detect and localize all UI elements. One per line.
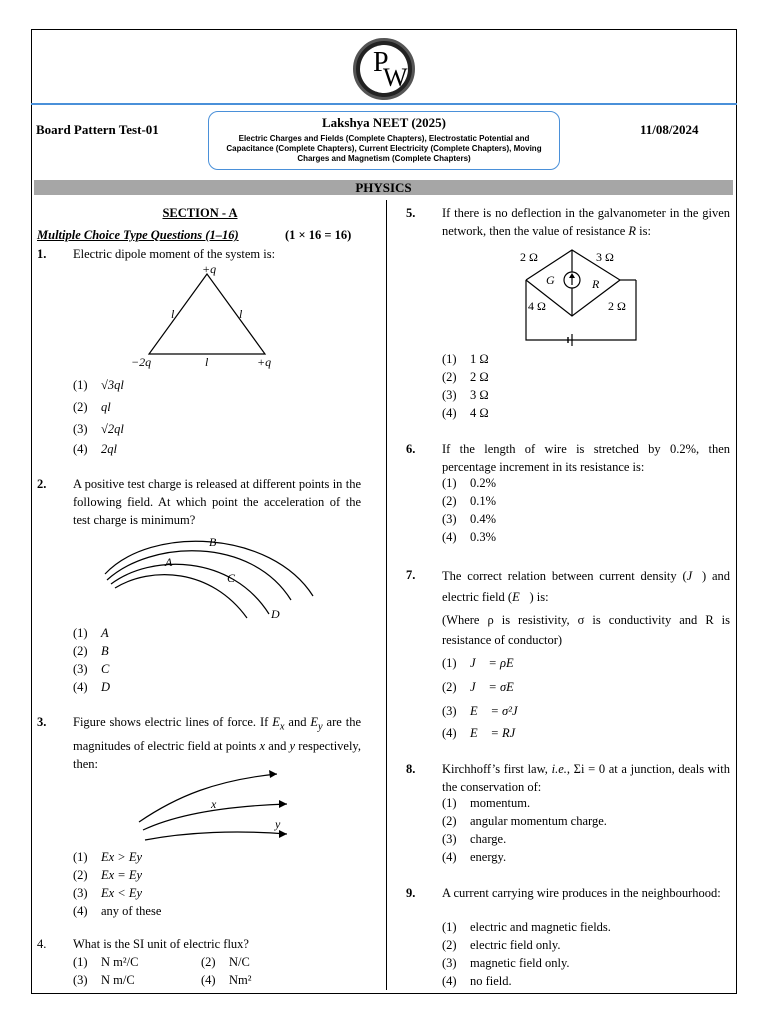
option-text: angular momentum charge. [470, 814, 607, 828]
option-number: (2) [73, 868, 88, 882]
option-text: √3ql [101, 378, 124, 392]
option-2-2[interactable] [73, 642, 109, 660]
option-text: 0.4% [470, 512, 497, 526]
option-8-1[interactable] [442, 794, 530, 812]
option-7-1[interactable] [442, 654, 523, 672]
option-text: electric field only. [470, 938, 561, 952]
option-number: (2) [442, 370, 457, 384]
option-2-4[interactable] [73, 678, 110, 696]
option-number: (4) [442, 726, 457, 740]
option-1-2[interactable] [73, 398, 111, 416]
point-label-b: B [209, 535, 217, 549]
option-text: momentum. [470, 796, 531, 810]
option-text: charge. [470, 832, 507, 846]
resistor-label-3: 4 Ω [528, 299, 546, 313]
option-9-2[interactable] [442, 936, 560, 954]
triangle-shape [149, 274, 265, 354]
header-rule [31, 103, 737, 105]
option-number: (3) [73, 973, 88, 987]
option-number: (2) [73, 644, 88, 658]
left-column [37, 204, 363, 994]
question-number: 1. [37, 247, 47, 261]
question-number: 2. [37, 477, 47, 491]
question-text: A current carrying wire produces in the neighbourhood: [442, 886, 721, 900]
point-label-c: C [227, 571, 236, 585]
option-number: (1) [73, 850, 88, 864]
option-number: (1) [73, 378, 88, 392]
question-number: 3. [37, 715, 47, 729]
option-3-2[interactable] [73, 866, 142, 884]
option-number: (4) [442, 530, 457, 544]
triangle-figure [127, 262, 297, 372]
label-base: l [205, 355, 209, 369]
option-text: D [101, 680, 111, 694]
option-number: (4) [73, 680, 88, 694]
option-9-3[interactable] [442, 954, 570, 972]
option-5-2[interactable] [442, 368, 489, 386]
option-number: (3) [73, 422, 88, 436]
option-3-1[interactable] [73, 848, 142, 866]
option-number: (3) [73, 886, 88, 900]
option-number: (2) [442, 494, 457, 508]
force-line [139, 774, 277, 822]
option-number: (2) [73, 400, 88, 414]
option-3-4[interactable] [73, 902, 161, 920]
field-line [111, 564, 269, 614]
option-7-4[interactable] [442, 724, 525, 742]
galvanometer-network-figure [516, 248, 646, 344]
option-text: 2 Ω [470, 370, 489, 384]
column-divider [386, 200, 387, 990]
subject-bar: PHYSICS [34, 180, 733, 195]
option-8-3[interactable] [442, 830, 506, 848]
option-text: energy. [470, 850, 507, 864]
option-text: C [101, 662, 110, 676]
label-side-left: l [171, 307, 175, 321]
logo-inner [360, 45, 408, 93]
option-number: (1) [442, 476, 457, 490]
option-5-3[interactable] [442, 386, 489, 404]
option-text: magnetic field only. [470, 956, 570, 970]
option-5-4[interactable] [442, 404, 489, 422]
section-title: SECTION - A [162, 206, 238, 220]
label-left: −2q [131, 355, 152, 369]
option-number: (4) [442, 850, 457, 864]
galvanometer-label: G [546, 273, 555, 287]
chapter-list: Electric Charges and Fields (Complete Chapters), Electrostatic Potential and Capacitance (Complete Chapters), Current Electricity (Complete Chapters), Moving Charges and Magnetism (Complete Chapters) [226, 134, 542, 163]
option-2-3[interactable] [73, 660, 109, 678]
option-number: (4) [73, 442, 88, 456]
option-number: (2) [201, 955, 216, 969]
option-1-3[interactable] [73, 420, 124, 438]
option-text: any of these [101, 904, 162, 918]
option-5-1[interactable] [442, 350, 489, 368]
option-number: (3) [442, 388, 457, 402]
point-label-y: y [275, 817, 281, 831]
option-number: (2) [442, 814, 457, 828]
option-4-2[interactable] [201, 953, 250, 971]
label-side-right: l [239, 307, 243, 321]
question-text: What is the SI unit of electric flux? [73, 937, 249, 951]
option-text: B [101, 644, 109, 658]
title-box [208, 111, 560, 170]
test-name: Board Pattern Test-01 [36, 122, 159, 137]
question-text: If there is no deflection in the galvanometer in the given network, then the value of resistance R is: [442, 206, 730, 238]
option-text: 3 Ω [470, 388, 489, 402]
lines-of-force-figure [137, 766, 297, 844]
option-text: Nm² [229, 973, 252, 987]
option-number: (3) [442, 956, 457, 970]
option-text: E⃗ = RJ⃗ [470, 726, 525, 740]
option-number: (1) [73, 626, 88, 640]
exam-title: Lakshya NEET (2025) [321, 115, 446, 130]
section-marks: (1 × 16 = 16) [285, 228, 352, 242]
option-text: ql [101, 400, 111, 414]
option-1-1[interactable] [73, 376, 124, 394]
question-7-note: (Where ρ is resistivity, σ is conductivity and R is resistance of conductor) [442, 613, 730, 647]
option-number: (1) [73, 955, 88, 969]
question-text: A positive test charge is released at different points in the following field. At which point the acceleration of the test charge is minimum? [73, 477, 361, 527]
pw-logo [353, 38, 415, 100]
option-6-4[interactable] [442, 528, 496, 546]
question-number: 9. [406, 886, 416, 900]
label-right: +q [257, 355, 272, 369]
option-number: (4) [73, 904, 88, 918]
question-text: Figure shows electric lines of force. If $E_x$ and $E_y$ are the magnitudes of electric field at points x and y respectively, then: [73, 715, 362, 771]
option-text: A [101, 626, 109, 640]
option-number: (3) [442, 704, 457, 718]
option-text: E⃗ = σ²J⃗ [470, 704, 528, 718]
option-number: (1) [442, 920, 457, 934]
option-number: (3) [73, 662, 88, 676]
option-text: √2ql [101, 422, 124, 436]
point-label-a: A [165, 555, 173, 569]
arrow-head [279, 830, 287, 838]
option-3-3[interactable] [73, 884, 142, 902]
logo-letter-p: P [373, 47, 389, 78]
option-number: (3) [442, 832, 457, 846]
arrow-head [269, 770, 277, 778]
test-date: 11/08/2024 [640, 122, 699, 137]
option-number: (4) [442, 406, 457, 420]
option-number: (1) [442, 656, 457, 670]
option-text: Ex < Ey [101, 886, 143, 900]
option-text: 0.3% [470, 530, 497, 544]
label-top: +q [202, 262, 217, 276]
option-4-3[interactable] [73, 971, 135, 989]
option-number: (1) [442, 796, 457, 810]
question-text: The correct relation between current density (J⃗) and electric field (E⃗) is: [442, 569, 730, 604]
question-number: 6. [406, 442, 416, 456]
option-text: 0.1% [470, 494, 497, 508]
question-text: If the length of wire is stretched by 0.2%, then percentage increment in its resistance is: [442, 442, 730, 474]
option-6-2[interactable] [442, 492, 496, 510]
option-8-2[interactable] [442, 812, 607, 830]
option-text: N/C [229, 955, 250, 969]
option-number: (4) [442, 974, 457, 988]
option-9-4[interactable] [442, 972, 512, 990]
option-6-3[interactable] [442, 510, 496, 528]
resistor-label-4: 2 Ω [608, 299, 626, 313]
option-6-1[interactable] [442, 474, 496, 492]
option-text: 0.2% [470, 476, 497, 490]
option-text: 1 Ω [470, 352, 489, 366]
question-number: 4. [37, 937, 47, 951]
resistor-label-1: 2 Ω [520, 250, 538, 264]
resistor-label-2: 3 Ω [596, 250, 614, 264]
question-number: 8. [406, 762, 416, 776]
option-number: (2) [442, 680, 457, 694]
option-1-4[interactable] [73, 440, 117, 458]
point-label-d: D [271, 607, 280, 621]
option-text: no field. [470, 974, 512, 988]
force-line [145, 832, 287, 840]
option-text: electric and magnetic fields. [470, 920, 611, 934]
question-number: 5. [406, 206, 416, 220]
option-text: Ex > Ey [101, 850, 143, 864]
question-text: Kirchhoff’s first law, i.e., Σi = 0 at a junction, deals with the conservation of: [442, 762, 730, 794]
option-text: J⃗ = ρE⃗ [470, 656, 524, 670]
field-lines-figure [101, 530, 301, 622]
option-text: N m²/C [101, 955, 139, 969]
option-7-2[interactable] [442, 678, 523, 696]
option-2-1[interactable] [73, 624, 109, 642]
option-text: N m/C [101, 973, 135, 987]
option-number: (3) [442, 512, 457, 526]
question-text: Electric dipole moment of the system is: [73, 247, 276, 261]
section-subtitle: Multiple Choice Type Questions (1–16) [37, 228, 239, 242]
option-text: 2ql [101, 442, 117, 456]
option-text: Ex = Ey [101, 868, 143, 882]
field-line [107, 551, 291, 600]
option-number: (4) [201, 973, 216, 987]
resistance-r-label: R [592, 277, 600, 291]
option-4-4[interactable] [201, 971, 252, 989]
option-number: (2) [442, 938, 457, 952]
right-column [406, 204, 732, 994]
option-text: J⃗ = σE⃗ [470, 680, 524, 694]
option-8-4[interactable] [442, 848, 506, 866]
option-text: 4 Ω [470, 406, 489, 420]
logo-letter-w: W [383, 63, 408, 92]
option-number: (1) [442, 352, 457, 366]
question-number: 7. [406, 568, 416, 582]
option-9-1[interactable] [442, 918, 611, 936]
arrow-head [279, 800, 287, 808]
option-4-1[interactable] [73, 953, 138, 971]
option-7-3[interactable] [442, 702, 527, 720]
point-label-x: x [211, 797, 217, 811]
